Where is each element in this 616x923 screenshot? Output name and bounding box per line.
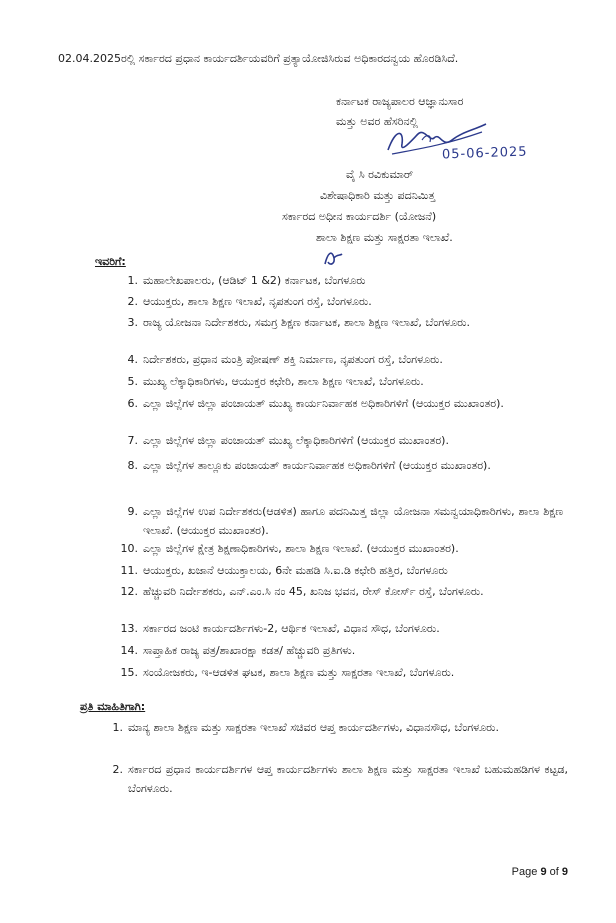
list-item-number: 14. <box>120 644 138 657</box>
list-item <box>120 539 563 558</box>
list-item-number: 10. <box>120 542 138 555</box>
list-item-number: 1. <box>127 274 138 287</box>
footer-page-total: 9 <box>561 866 568 878</box>
list-item <box>127 394 563 413</box>
list-item-text: ಹೆಚ್ಚುವರಿ ನಿರ್ದೇಶಕರು, ಎನ್.ಎಂ.ಸಿ ನಂ 45, ಖನಿಜ ಭವನ, ರೇಸ್ ಕೋರ್ಸ್ ರಸ್ತೆ, ಬೆಂಗಳೂರು. <box>143 585 484 598</box>
copy-for-info-heading: ಪ್ರತಿ ಮಾಹಿತಿಗಾಗಿ: <box>80 700 146 713</box>
page-footer <box>512 866 568 878</box>
list-item <box>112 760 568 798</box>
list-item <box>127 372 563 391</box>
list-item-number: 2. <box>127 295 138 308</box>
list-item-number: 15. <box>120 666 138 679</box>
list-item-number: 7. <box>127 434 138 447</box>
list-item-number: 5. <box>127 375 138 388</box>
officer-department: ಶಾಲಾ ಶಿಕ್ಷಣ ಮತ್ತು ಸಾಕ್ಷರತಾ ಇಲಾಖೆ. <box>316 231 453 244</box>
copy-to-heading: ಇವರಿಗೆ: <box>95 255 126 268</box>
list-item-text: ನಿರ್ದೇಶಕರು, ಪ್ರಧಾನ ಮಂತ್ರಿ ಪೋಷಣ್ ಶಕ್ತಿ ನಿರ್ಮಾಣ, ನೃಪತುಂಗ ರಸ್ತೆ, ಬೆಂಗಳೂರು. <box>143 353 443 366</box>
officer-designation: ವಿಶೇಷಾಧಿಕಾರಿ ಮತ್ತು ಪದನಿಮಿತ್ತ <box>320 189 436 202</box>
list-item <box>120 582 563 601</box>
authority-line-2: ಮತ್ತು ಅವರ ಹೆಸರಿನಲ್ಲಿ <box>336 115 418 128</box>
officer-name: ವೈ ಸಿ ರವಿಕುಮಾರ್ <box>346 168 414 181</box>
list-item-text: ಆಯುಕ್ತರು, ಶಾಲಾ ಶಿಕ್ಷಣ ಇಲಾಖೆ, ನೃಪತುಂಗ ರಸ್ತೆ, ಬೆಂಗಳೂರು. <box>143 295 372 308</box>
footer-page-number: 9 <box>540 866 547 878</box>
officer-position: ಸರ್ಕಾರದ ಅಧೀನ ಕಾರ್ಯದರ್ಶಿ (ಯೋಜನೆ) <box>282 210 437 223</box>
list-item-text: ಎಲ್ಲಾ ಜಿಲ್ಲೆಗಳ ಉಪ ನಿರ್ದೇಶಕರು(ಆಡಳಿತ) ಹಾಗೂ ಪದನಿಮಿತ್ತ ಜಿಲ್ಲಾ ಯೋಜನಾ ಸಮನ್ವಯಾಧಿಕಾರಿಗಳು, ಶಾಲಾ ಶಿಕ್ಷಣ ಇಲಾಖೆ. (ಆಯುಕ್ತರ ಮುಖಾಂತರ). <box>143 505 563 537</box>
list-item <box>120 641 563 660</box>
officer-block <box>280 164 570 248</box>
list-item <box>127 350 563 369</box>
list-item-number: 12. <box>120 585 138 598</box>
list-item <box>120 619 563 638</box>
list-item <box>127 456 563 475</box>
list-item-number: 3. <box>127 316 138 329</box>
list-item-text: ಮಾನ್ಯ ಶಾಲಾ ಶಿಕ್ಷಣ ಮತ್ತು ಸಾಕ್ಷರತಾ ಇಲಾಖೆ ಸಚಿವರ ಆಪ್ತ ಕಾರ್ಯದರ್ಶಿಗಳು, ವಿಧಾನಸೌಧ, ಬೆಂಗಳೂರು. <box>128 721 499 734</box>
authority-line-1: ಕರ್ನಾಟಕ ರಾಜ್ಯಪಾಲರ ಆಜ್ಞಾನುಸಾರ <box>336 95 464 108</box>
list-item <box>127 431 563 450</box>
list-item-text: ಸಾಪ್ತಾಹಿಕ ರಾಜ್ಯ ಪತ್ರ/ಶಾಖಾರಕ್ಷಾ ಕಡತ/ ಹೆಚ್ಚುವರಿ ಪ್ರತಿಗಳು. <box>143 644 356 657</box>
list-item-number: 1. <box>112 721 123 734</box>
list-item-text: ಎಲ್ಲಾ ಜಿಲ್ಲೆಗಳ ಜಿಲ್ಲಾ ಪಂಚಾಯತ್ ಮುಖ್ಯ ಲೆಕ್ಕಾಧಿಕಾರಿಗಳಿಗೆ (ಆಯುಕ್ತರ ಮುಖಾಂತರ). <box>143 434 449 447</box>
list-item-number: 11. <box>120 564 138 577</box>
list-item <box>127 502 563 540</box>
intro-paragraph: 02.04.2025ರಲ್ಲಿ ಸರ್ಕಾರದ ಪ್ರಧಾನ ಕಾರ್ಯದರ್ಶಿಯವರಿಗೆ ಪ್ರತ್ಯಾಯೋಜಿಸಿರುವ ಅಧಿಕಾರದನ್ವಯ ಹೊರಡಿಸಿದೆ. <box>58 52 459 65</box>
signature-date: 05-06-2025 <box>441 144 528 163</box>
footer-page-word: Page <box>511 866 538 878</box>
list-item-text: ರಾಜ್ಯ ಯೋಜನಾ ನಿರ್ದೇಶಕರು, ಸಮಗ್ರ ಶಿಕ್ಷಣ ಕರ್ನಾಟಕ, ಶಾಲಾ ಶಿಕ್ಷಣ ಇಲಾಖೆ, ಬೆಂಗಳೂರು. <box>143 316 470 329</box>
footer-of-word: of <box>549 866 559 878</box>
list-item-number: 9. <box>127 505 138 518</box>
list-item-text: ಎಲ್ಲಾ ಜಿಲ್ಲೆಗಳ ಜಿಲ್ಲಾ ಪಂಚಾಯತ್ ಮುಖ್ಯ ಕಾರ್ಯನಿರ್ವಾಹಕ ಅಧಿಕಾರಿಗಳಿಗೆ (ಆಯುಕ್ತರ ಮುಖಾಂತರ). <box>143 397 504 410</box>
list-item <box>127 313 563 332</box>
list-item <box>127 271 563 290</box>
list-item-text: ಮಹಾಲೇಖಪಾಲರು, (ಆಡಿಟ್ 1 &2) ಕರ್ನಾಟಕ, ಬೆಂಗಳೂರು <box>143 274 366 287</box>
list-item-text: ಸಂಯೋಜಕರು, ಇ-ಆಡಳಿತ ಘಟಕ, ಶಾಲಾ ಶಿಕ್ಷಣ ಮತ್ತು ಸಾಕ್ಷರತಾ ಇಲಾಖೆ, ಬೆಂಗಳೂರು. <box>143 666 455 679</box>
list-item <box>127 292 563 311</box>
list-item-number: 8. <box>127 459 138 472</box>
list-item <box>120 561 563 580</box>
list-item-text: ಎಲ್ಲಾ ಜಿಲ್ಲೆಗಳ ತಾಲ್ಲೂಕು ಪಂಚಾಯತ್ ಕಾರ್ಯನಿರ್ವಾಹಕ ಅಧಿಕಾರಿಗಳಿಗೆ (ಆಯುಕ್ತರ ಮುಖಾಂತರ). <box>143 459 491 472</box>
list-item-number: 2. <box>112 763 123 776</box>
initial-mark <box>322 248 344 268</box>
list-item-text: ಸರ್ಕಾರದ ಪ್ರಧಾನ ಕಾರ್ಯದರ್ಶಿಗಳ ಆಪ್ತ ಕಾರ್ಯದರ್ಶಿಗಳು ಶಾಲಾ ಶಿಕ್ಷಣ ಮತ್ತು ಸಾಕ್ಷರತಾ ಇಲಾಖೆ ಬಹುಮಹಡಿಗಳ ಕಟ್ಟಡ, ಬೆಂಗಳೂರು. <box>128 763 568 795</box>
list-item-number: 13. <box>120 622 138 635</box>
list-item-text: ಸರ್ಕಾರದ ಜಂಟಿ ಕಾರ್ಯದರ್ಶಿಗಳು-2, ಆರ್ಥಿಕ ಇಲಾಖೆ, ವಿಧಾನ ಸೌಧ, ಬೆಂಗಳೂರು. <box>143 622 440 635</box>
list-item-number: 4. <box>127 353 138 366</box>
list-item-text: ಎಲ್ಲಾ ಜಿಲ್ಲೆಗಳ ಕ್ಷೇತ್ರ ಶಿಕ್ಷಣಾಧಿಕಾರಿಗಳು, ಶಾಲಾ ಶಿಕ್ಷಣ ಇಲಾಖೆ. (ಆಯುಕ್ತರ ಮುಖಾಂತರ). <box>143 542 459 555</box>
list-item-text: ಮುಖ್ಯ ಲೆಕ್ಕಾಧಿಕಾರಿಗಳು, ಆಯುಕ್ತರ ಕಛೇರಿ, ಶಾಲಾ ಶಿಕ್ಷಣ ಇಲಾಖೆ, ಬೆಂಗಳೂರು. <box>143 375 424 388</box>
list-item <box>120 663 563 682</box>
list-item <box>112 718 568 737</box>
list-item-text: ಆಯುಕ್ತರು, ಖಜಾನೆ ಆಯುಕ್ತಾಲಯ, 6ನೇ ಮಹಡಿ ಸಿ.ಐ.ಡಿ ಕಛೇರಿ ಹತ್ತಿರ, ಬೆಂಗಳೂರು <box>143 564 448 577</box>
list-item-number: 6. <box>127 397 138 410</box>
